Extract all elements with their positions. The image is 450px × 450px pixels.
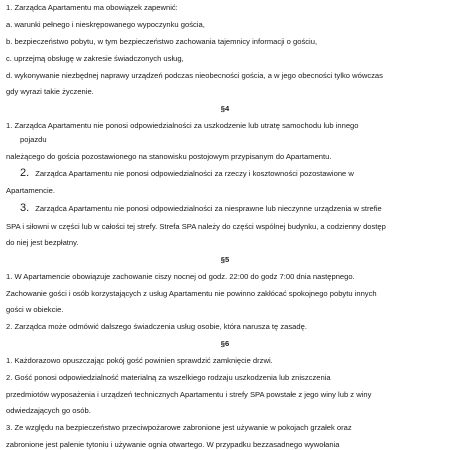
paragraph-line: przedmiotów wyposażenia i urządzeń technicznych Apartamentu i strefy SPA powstałe z jego winy lub z winy [6, 390, 372, 399]
numbered-paragraph-2 [20, 168, 354, 178]
paragraph-line: odwiedzających go osób. [6, 406, 91, 415]
paragraph-line: 1. Każdorazowo opuszczając pokój gość powinien sprawdzić zamknięcie drzwi. [6, 356, 273, 365]
list-item-a: a. warunki pełnego i nieskrępowanego wypoczynku gościa, [6, 20, 205, 29]
list-item-c: c. uprzejmą obsługę w zakresie świadczonych usług, [6, 54, 184, 63]
paragraph-line: 2. Gość ponosi odpowiedzialność materialną za wszelkiego rodzaju uszkodzenia lub zniszczenia [6, 373, 331, 382]
paragraph-line: 1. W Apartamencie obowiązuje zachowanie ciszy nocnej od godz. 22:00 do godz 7:00 dnia następnego. [6, 272, 355, 281]
list-item-b: b. bezpieczeństwo pobytu, w tym bezpieczeństwo zachowania tajemnicy informacji o gościu, [6, 37, 318, 46]
item-number: 2. [20, 167, 30, 179]
paragraph-line: 1. Zarządca Apartamentu ma obowiązek zapewnić: [6, 3, 178, 12]
paragraph-line: należącego do gościa pozostawionego na stanowisku postojowym przypisanym do Apartamentu. [6, 152, 332, 161]
paragraph-text: Zarządca Apartamentu nie ponosi odpowiedzialności za rzeczy i kosztowności pozostawione w [35, 169, 354, 178]
paragraph-line: do niej jest bezpłatny. [6, 238, 79, 247]
paragraph-line: 1. Zarządca Apartamentu nie ponosi odpowiedzialności za uszkodzenie lub utratę samochodu lub innego [6, 121, 359, 130]
paragraph-line: pojazdu [20, 135, 47, 144]
paragraph-line: Zachowanie gości i osób korzystających z usług Apartamentu nie powinno zakłócać spokojnego pobytu innych [6, 289, 377, 298]
paragraph-line: zabronione jest palenie tytoniu i używanie ognia otwartego. W przypadku bezzasadnego wywołania [6, 440, 340, 449]
list-item-d-continued: gdy wyrazi takie życzenie. [6, 87, 94, 96]
paragraph-line: 2. Zarządca może odmówić dalszego świadczenia usług osobie, która narusza tę zasadę. [6, 322, 307, 331]
list-item-d: d. wykonywanie niezbędnej naprawy urządzeń podczas nieobecności gościa, a w jego obecności tylko wówczas [6, 71, 383, 80]
paragraph-line: 3. Ze względu na bezpieczeństwo przeciwpożarowe zabronione jest używanie w pokojach grzałek oraz [6, 423, 352, 432]
numbered-paragraph-3 [20, 203, 382, 213]
paragraph-line: SPA i siłowni w części lub w całości tej strefy. Strefa SPA należy do części wspólnej budynku, a codzienny dostęp [6, 222, 386, 231]
item-number: 3. [20, 202, 30, 214]
paragraph-line: gości w obiekcie. [6, 305, 64, 314]
paragraph-line: Apartamencie. [6, 186, 55, 195]
paragraph-text: Zarządca Apartamentu nie ponosi odpowiedzialności za niesprawne lub nieczynne urządzenia w strefie [35, 204, 382, 213]
section-heading-4: §4 [220, 104, 230, 113]
section-heading-6: §6 [220, 339, 230, 348]
section-heading-5: §5 [220, 255, 230, 264]
